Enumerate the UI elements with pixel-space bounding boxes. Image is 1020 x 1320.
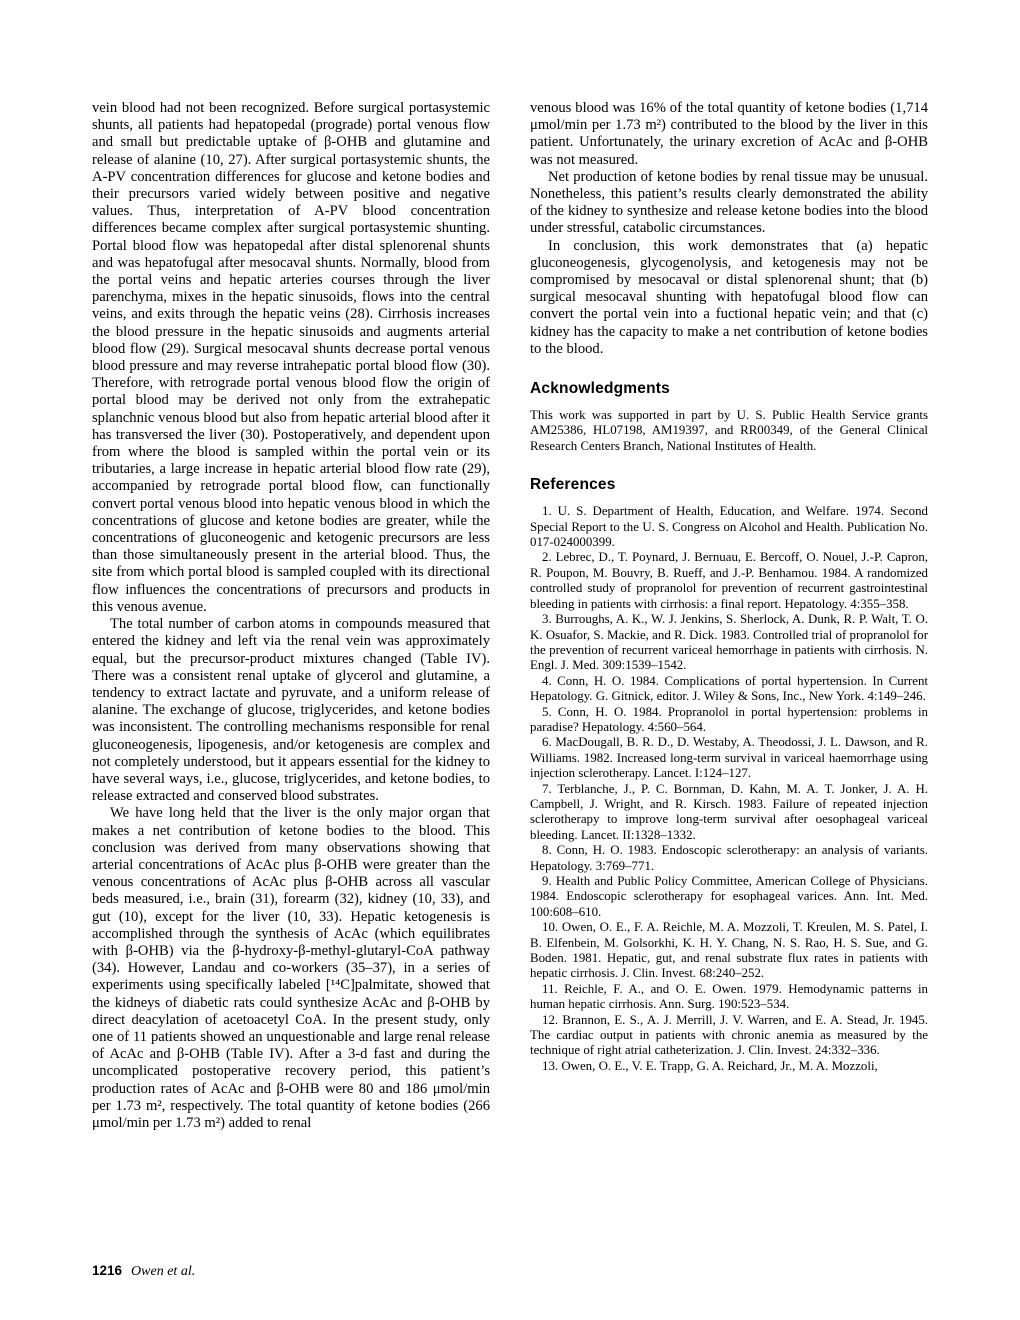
reference-item: 8. Conn, H. O. 1983. Endoscopic sclerotherapy: an analysis of variants. Hepatology. 3:769–771. (530, 843, 928, 873)
right-column (530, 100, 928, 1205)
references-heading: References (530, 476, 616, 494)
reference-item: 9. Health and Public Policy Committee, American College of Physicians. 1984. Endoscopic sclerotherapy for esophageal varices. Ann. Int. Med. 100:608–610. (530, 874, 928, 919)
reference-item: 11. Reichle, F. A., and O. E. Owen. 1979. Hemodynamic patterns in human hepatic cirrhosis. Ann. Surg. 190:523–534. (530, 981, 928, 1012)
page-number: 1216 (92, 1263, 123, 1278)
page-footer (92, 1263, 195, 1280)
body-paragraph: We have long held that the liver is the only major organ that makes a net contribution of ketone bodies to the blood. This conclusion was derived from many observations showing that arterial concentrations of AcAc plus β-OHB were greater than the venous concentrations of AcAc plus β-OHB across all vascular beds measured, i.e., brain (31), forearm (32), kidney (10, 33), and gut (10), except for the liver (10, 33). Hepatic ketogenesis is accomplished through the synthesis of AcAc (which equilibrates with β-OHB) via the β-hydroxy-β-methyl-glutaryl-CoA pathway (34). However, Landau and co-workers (35–37), in a series of experiments using specifically labeled [¹⁴C]palmitate, showed that the kidneys of diabetic rats could synthesize AcAc and β-OHB by direct deacylation of acetoacetyl CoA. In the present study, only one of 11 patients showed an unquestionable and large renal release of AcAc and β-OHB (Table IV). After a 3-d fast and during the uncomplicated postoperative recovery period, this patient’s production rates of AcAc and β-OHB were 80 and 186 μmol/min per 1.73 m², respectively. The total quantity of ketone bodies (266 μmol/min per 1.73 m²) added to renal (92, 805, 490, 1131)
reference-item: 4. Conn, H. O. 1984. Complications of portal hypertension. In Current Hepatology. G. Gitnick, editor. J. Wiley & Sons, Inc., New York. 4:149–246. (530, 673, 928, 704)
reference-item: 2. Lebrec, D., T. Poynard, J. Bernuau, E. Bercoff, O. Nouel, J.-P. Capron, R. Poupon, M. Bouvry, B. Rueff, and J.-P. Benhamou. 1984. A randomized controlled study of propranolol for prevention of recurrent gastrointestinal bleeding in patients with cirrhosis: a final report. Hepatology. 4:355–358. (530, 550, 928, 611)
running-author: Owen et al. (131, 1264, 196, 1279)
reference-item: 1. U. S. Department of Health, Education, and Welfare. 1974. Second Special Report to the U. S. Congress on Alcohol and Health. Publication No. 017-024000399. (530, 504, 928, 550)
body-paragraph: In conclusion, this work demonstrates that (a) hepatic gluconeogenesis, glycogenolysis, and ketogenesis may not be compromised by mesocaval or distal splenorenal shunt; that (b) surgical mesocaval shunting with hepatofugal blood flow can convert the portal vein into a fuctional hepatic vein; and that (c) kidney has the capacity to make a net contribution of ketone bodies to the blood. (530, 237, 928, 357)
reference-item: 13. Owen, O. E., V. E. Trapp, G. A. Reichard, Jr., M. A. Mozzoli, (542, 1058, 878, 1073)
body-paragraph: vein blood had not been recognized. Before surgical portasystemic shunts, all patients had hepatopedal (prograde) portal venous flow and small but predictable uptake of β-OHB and glutamine and release of alanine (10, 27). After surgical portasystemic shunts, the A-PV concentration differences for glucose and ketone bodies and their precursors varied widely between positive and negative values. Thus, interpretation of A-PV blood concentration differences became complex after surgical portasystemic shunting. Portal blood flow was hepatopedal after distal splenorenal shunts and was hepatofugal after mesocaval shunts. Normally, blood from the portal veins and hepatic arteries courses through the liver parenchyma, mixes in the hepatic sinusoids, flows into the central veins, and exits through the hepatic veins (28). Cirrhosis increases the blood pressure in the hepatic sinusoids and augments arterial blood flow (29). Surgical mesocaval shunts decrease portal venous blood pressure and may reverse intrahepatic portal blood flow (30). Therefore, with retrograde portal venous blood flow the origin of portal blood may be derived not only from the extrahepatic splanchnic venous blood but also from hepatic arterial blood after it has transversed the liver (30). Postoperatively, and dependent upon from where the blood is sampled within the portal vein or its tributaries, a large increase in hepatic arterial blood flow rate (29), accompanied by retrograde portal blood flow, can functionally convert portal venous blood into hepatic venous blood in which the concentrations of glucose and ketone bodies are greater, while the concentrations of gluconeogenic and ketogenic precursors are less than those simultaneously present in the arterial blood. Thus, the site from which portal blood is sampled coupled with its directional flow influences the concentrations of precursors and products in this venous avenue. (92, 100, 490, 615)
reference-item: 3. Burroughs, A. K., W. J. Jenkins, S. Sherlock, A. Dunk, R. P. Walt, T. O. K. Osuafor, S. Mackie, and R. Dick. 1983. Controlled trial of propranolol for the prevention of recurrent variceal hemorrhage in patients with cirrhosis. N. Engl. J. Med. 309:1539–1542. (530, 612, 928, 673)
references-list (530, 504, 928, 1074)
body-paragraph: Net production of ketone bodies by renal tissue may be unusual. Nonetheless, this patient’s results clearly demonstrated the ability of the kidney to synthesize and release ketone bodies into the blood under stressful, catabolic circumstances. (530, 168, 928, 237)
left-column (92, 100, 490, 1205)
body-paragraph: venous blood was 16% of the total quantity of ketone bodies (1,714 μmol/min per 1.73 m²) contributed to the blood by the liver in this patient. Unfortunately, the urinary excretion of AcAc and β-OHB was not measured. (530, 100, 928, 168)
reference-item: 12. Brannon, E. S., A. J. Merrill, J. V. Warren, and E. A. Stead, Jr. 1945. The cardiac output in patients with chronic anemia as measured by the technique of right atrial catheterization. J. Clin. Invest. 24:332–336. (530, 1012, 928, 1058)
acknowledgments-text: This work was supported in part by U. S. Public Health Service grants AM25386, HL07198, AM19397, and RR00349, of the General Clinical Research Centers Branch, National Institutes of Health. (530, 408, 928, 453)
reference-item: 7. Terblanche, J., P. C. Bornman, D. Kahn, M. A. T. Jonker, J. A. H. Campbell, J. Wright, and R. Kirsch. 1983. Failure of repeated injection sclerotherapy to improve long-term survival after oesophageal variceal bleeding. Lancet. II:1328–1332. (530, 781, 928, 842)
two-column-layout (92, 100, 928, 1205)
body-paragraph: The total number of carbon atoms in compounds measured that entered the kidney and left via the renal vein was approximately equal, but the precursor-product mixtures changed (Table IV). There was a consistent renal uptake of glycerol and glutamine, a tendency to extract lactate and pyruvate, and a uniform release of alanine. The exchange of glucose, triglycerides, and ketone bodies was inconsistent. The controlling mechanisms responsible for renal gluconeogenesis, lipogenesis, and/or ketogenesis are complex and not completely understood, but it appears essential for the kidney to have several ways, i.e., glucose, triglycerides, and ketone bodies, to release extracted and conserved blood substrates. (92, 616, 490, 805)
reference-item: 10. Owen, O. E., F. A. Reichle, M. A. Mozzoli, T. Kreulen, M. S. Patel, I. B. Elfenbein, M. Golsorkhi, K. H. Y. Chang, N. S. Rao, H. S. Sue, and G. Boden. 1981. Hepatic, gut, and renal substrate flux rates in patients with hepatic cirrhosis. J. Clin. Invest. 68:240–252. (530, 920, 928, 981)
acknowledgments-heading: Acknowledgments (530, 380, 670, 398)
reference-item: 5. Conn, H. O. 1984. Propranolol in portal hypertension: problems in paradise? Hepatology. 4:560–564. (530, 704, 928, 734)
reference-item: 6. MacDougall, B. R. D., D. Westaby, A. Theodossi, J. L. Dawson, and R. Williams. 1982. Increased long-term survival in variceal haemorrhage using injection sclerotherapy. Lancet. I:124–127. (530, 735, 928, 781)
